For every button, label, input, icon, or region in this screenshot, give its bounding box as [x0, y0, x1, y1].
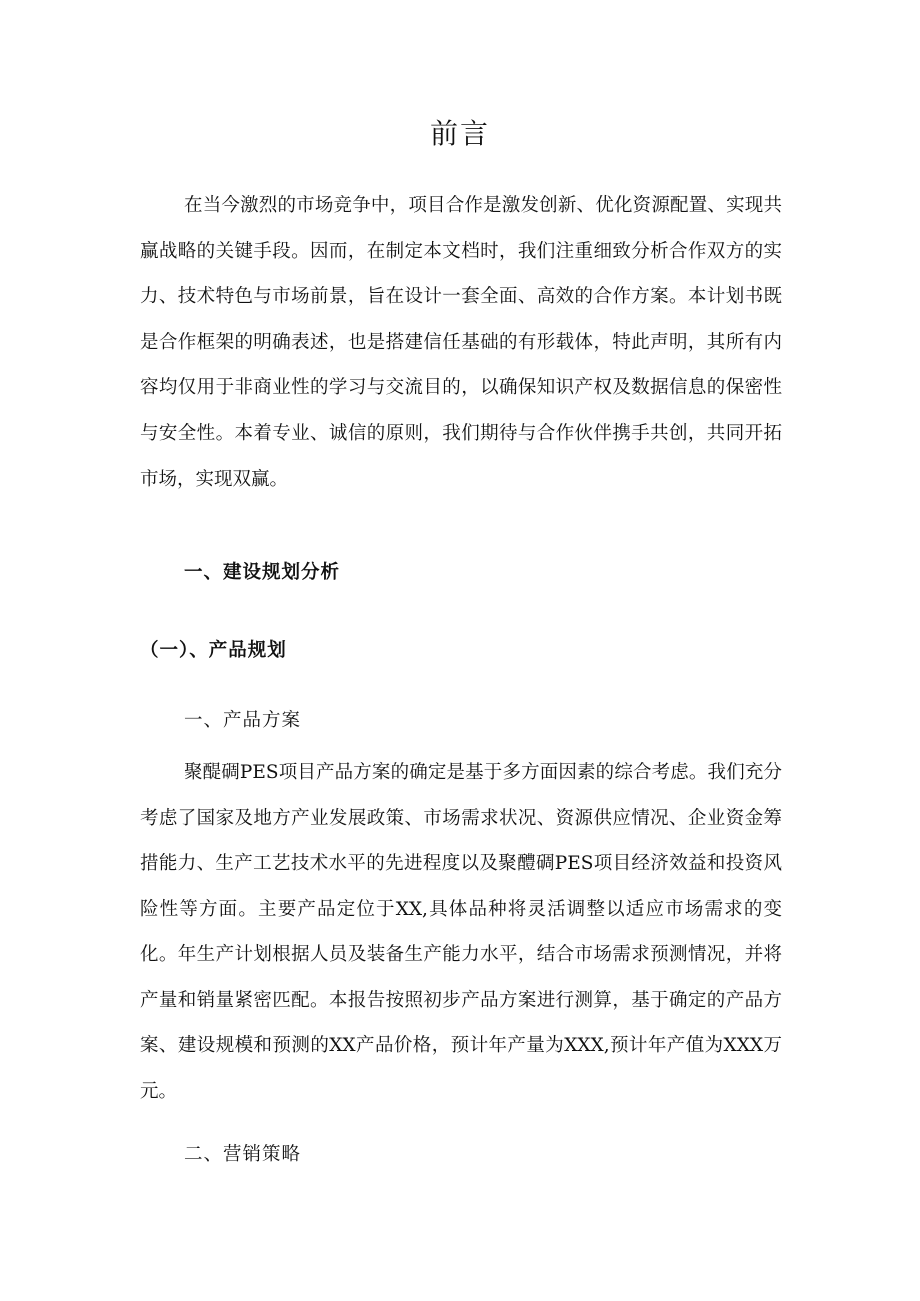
- intro-paragraph: 在当今激烈的市场竞争中，项目合作是激发创新、优化资源配置、实现共赢战略的关键手段。因而，在制定本文档时，我们注重细致分析合作双方的实力、技术特色与市场前景，旨在设计一套全面、高效的合作方案。本计划书既是合作框架的明确表述，也是搭建信任基础的有形载体，特此声明，其所有内容均仅用于非商业性的学习与交流目的，以确保知识产权及数据信息的保密性与安全性。本着专业、诚信的原则，我们期待与合作伙伴携手共创，共同开拓市场，实现双赢。: [140, 195, 782, 490]
- product-scheme-paragraph: 聚醍碉PES项目产品方案的确定是基于多方面因素的综合考虑。我们充分考虑了国家及地方产业发展政策、市场需求状况、资源供应情况、企业资金筹措能力、生产工艺技术水平的先进程度以及聚醴碉PES项目经济效益和投资风险性等方面。主要产品定位于XX,具体品种将灵活调整以适应市场需求的变化。年生产计划根据人员及装备生产能力水平，结合市场需求预测情况，并将产量和销量紧密匹配。本报告按照初步产品方案进行测算，基于确定的产品方案、建设规模和预测的XX产品价格，预计年产量为XXX,预计年产值为XXX万元。: [140, 762, 782, 1102]
- subsection-heading-product-planning: （一）、产品规划: [140, 640, 287, 661]
- item-heading-marketing-strategy: 二、营销策略: [184, 1144, 302, 1165]
- document-title: 前言: [429, 117, 490, 150]
- item-heading-product-scheme: 一、产品方案: [184, 710, 302, 731]
- section-heading-planning: 一、建设规划分析: [184, 562, 341, 583]
